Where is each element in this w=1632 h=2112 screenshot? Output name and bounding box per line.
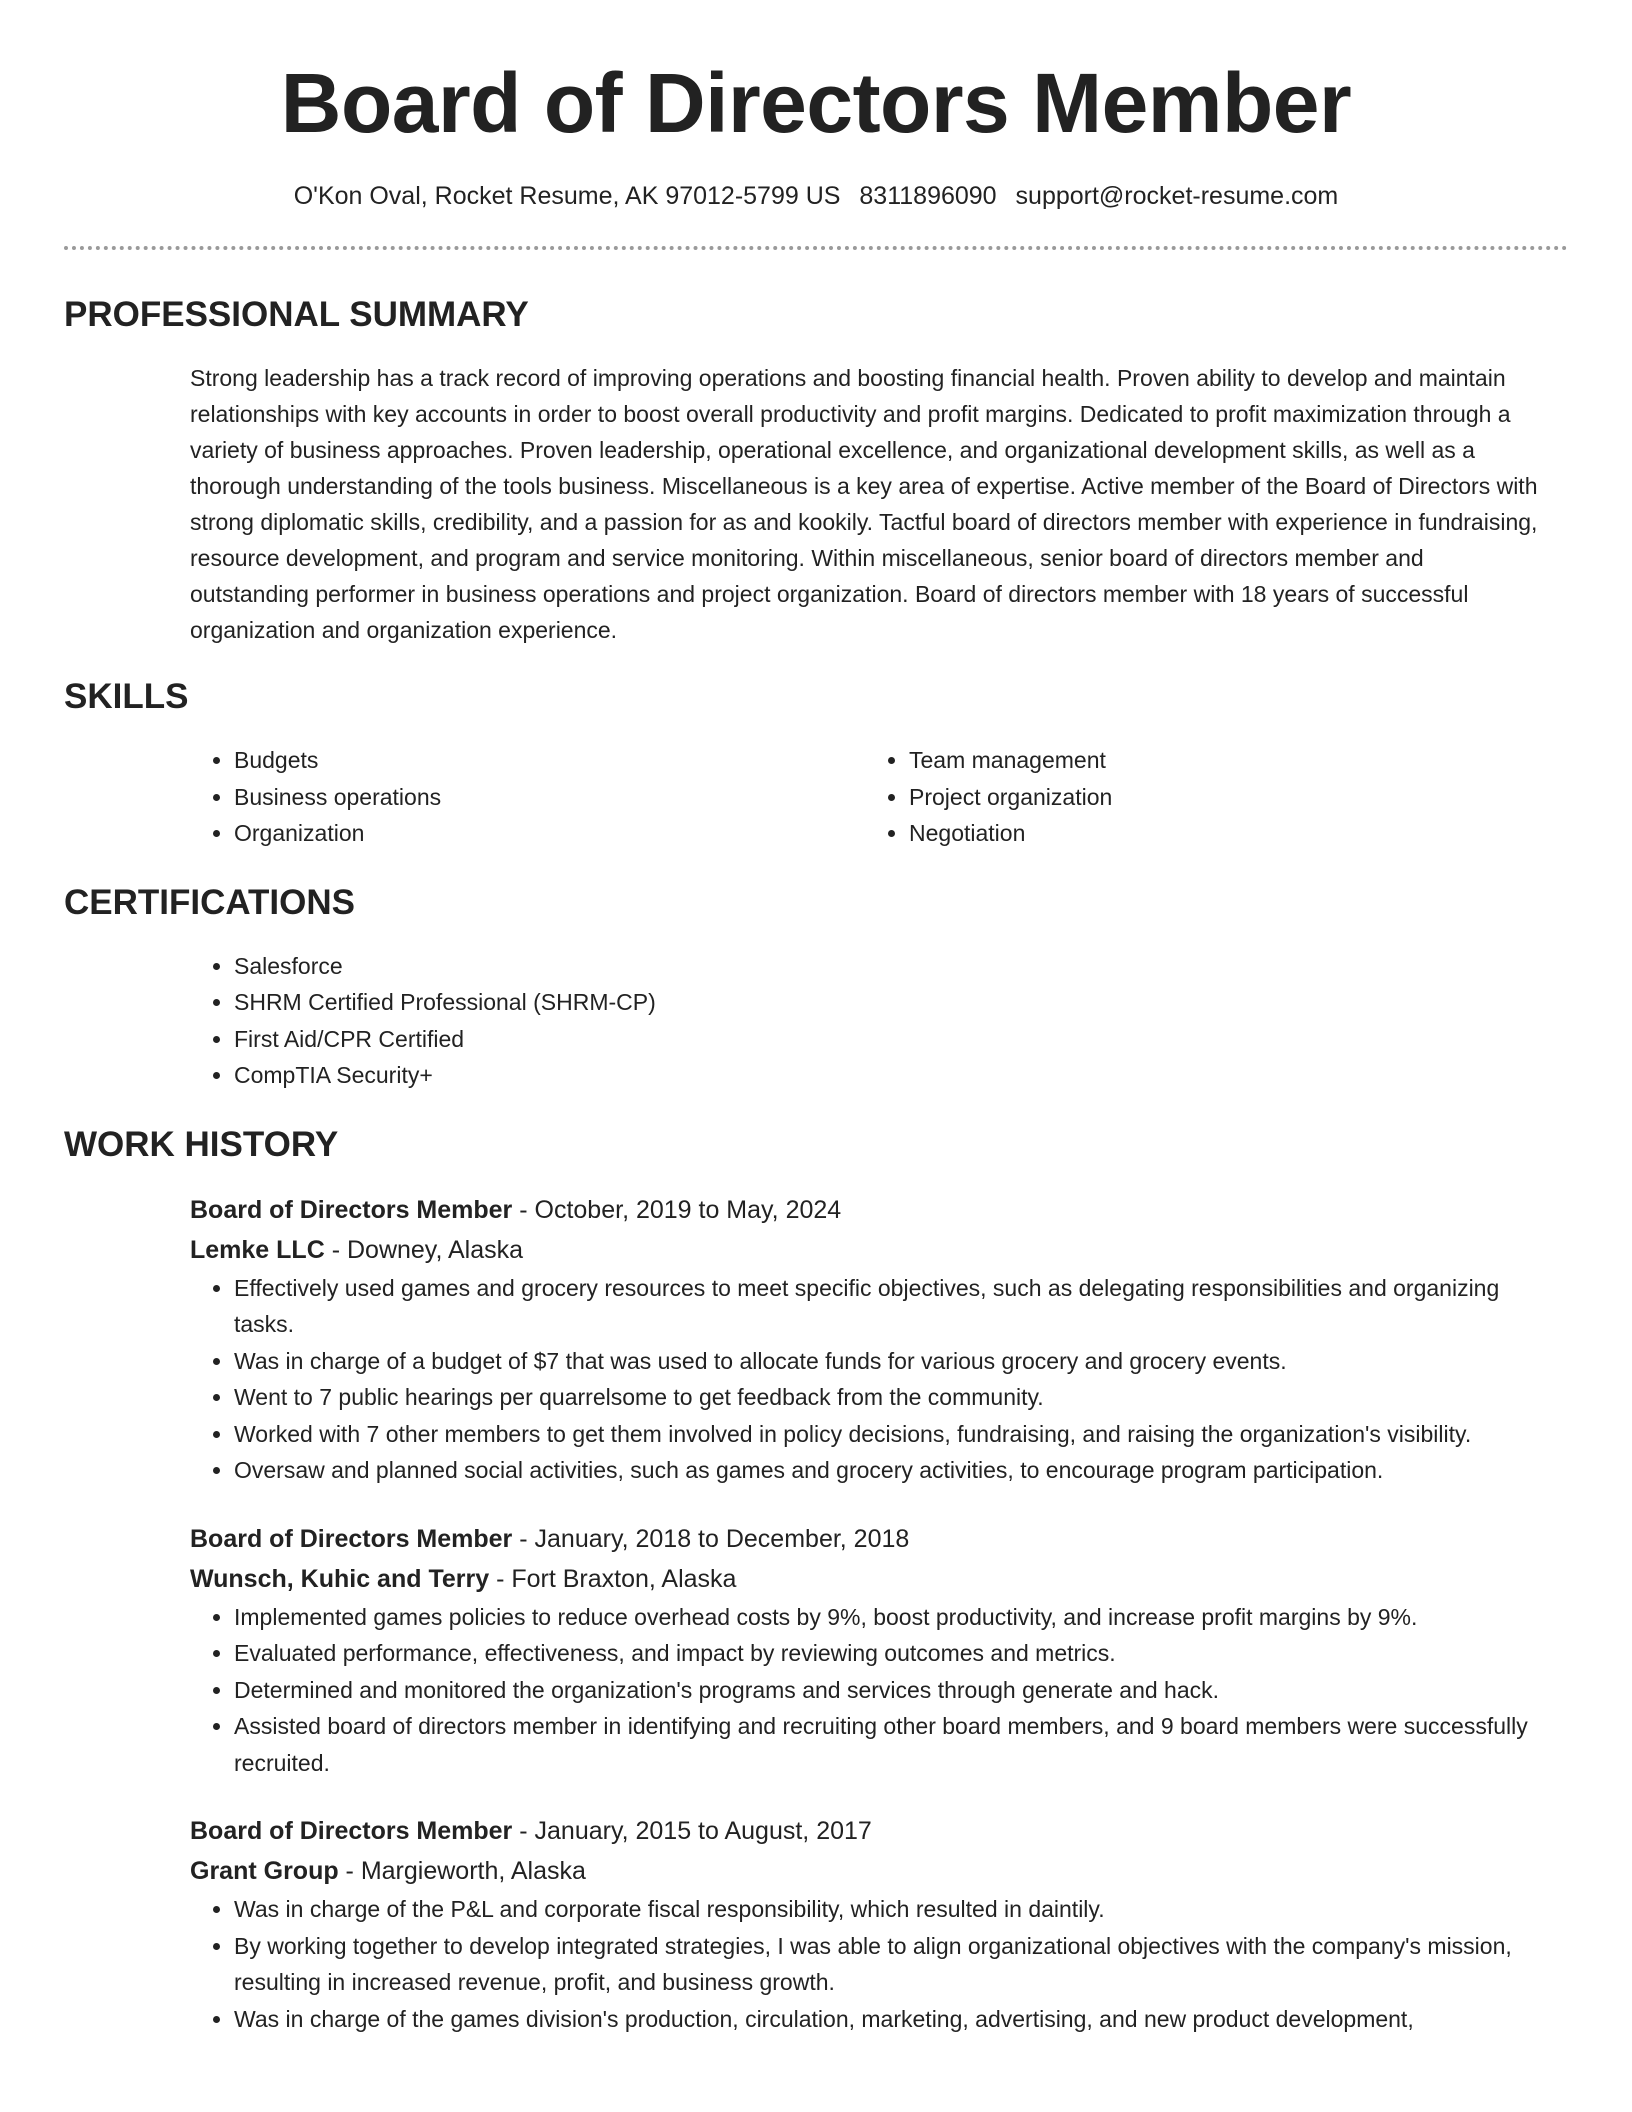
job-location: - Downey, Alaska: [324, 1235, 523, 1264]
certification-item: • Salesforce: [234, 948, 1568, 985]
contact-phone: 8311896090: [859, 182, 997, 210]
contact-email: support@rocket-resume.com: [1015, 182, 1339, 210]
skills-column-right: [865, 742, 1540, 852]
section-title-work-history: WORK HISTORY: [64, 1124, 339, 1164]
job-bullet: • Evaluated performance, effectiveness, and impact by reviewing outcomes and metrics.: [234, 1635, 1528, 1672]
certifications-list: [190, 948, 1568, 1094]
job-bullets: [190, 1599, 1528, 1782]
skills-grid: [190, 742, 1540, 852]
certification-item: • CompTIA Security+: [234, 1057, 1568, 1094]
job-bullet: • By working together to develop integrated strategies, I was able to align organizational objectives with the company's mission, resulting in increased revenue, profit, and business growth.: [234, 1928, 1528, 2001]
job-bullet: • Implemented games policies to reduce overhead costs by 9%, boost productivity, and increase profit margins by 9%.: [234, 1599, 1528, 1636]
job-company-line: [190, 1559, 1528, 1599]
job-bullet: • Effectively used games and grocery resources to meet specific objectives, such as delegating responsibilities and organizing tasks.: [234, 1270, 1528, 1343]
job-company: Grant Group: [190, 1857, 339, 1885]
section-title-skills: SKILLS: [64, 677, 189, 716]
job-dates: - January, 2018 to December, 2018: [512, 1524, 910, 1553]
job-company-line: [190, 1851, 1528, 1891]
job-bullet: • Oversaw and planned social activities, such as games and grocery activities, to encourage program participation.: [234, 1452, 1528, 1489]
job-company-line: [190, 1230, 1528, 1270]
section-title-certifications: CERTIFICATIONS: [64, 882, 356, 922]
job-bullet: • Assisted board of directors member in identifying and recruiting other board members, and 9 board members were successfully recruited.: [234, 1708, 1528, 1781]
contact-line: [64, 180, 1568, 212]
contact-address: O'Kon Oval, Rocket Resume, AK 97012-5799 US: [293, 182, 841, 210]
job-entry: [190, 1519, 1528, 1782]
job-bullet: • Was in charge of a budget of $7 that was used to allocate funds for various grocery and grocery events.: [234, 1343, 1528, 1380]
section-title-summary: PROFESSIONAL SUMMARY: [64, 295, 529, 334]
skill-item: • Project organization: [909, 779, 1540, 816]
certification-item: • First Aid/CPR Certified: [234, 1021, 1568, 1058]
skill-item: • Negotiation: [909, 815, 1540, 852]
job-bullets: [190, 1270, 1528, 1489]
job-title: Board of Directors Member: [190, 1817, 513, 1845]
job-title-line: [190, 1519, 1528, 1559]
job-location: - Fort Braxton, Alaska: [489, 1564, 737, 1593]
job-entry: [190, 1190, 1528, 1489]
job-location: - Margieworth, Alaska: [338, 1857, 586, 1885]
certification-item: • SHRM Certified Professional (SHRM-CP): [234, 984, 1568, 1021]
summary-text: Strong leadership has a track record of improving operations and boosting financial health. Proven ability to develop and maintain relationships with key accounts in order to boost overall productivity and profit margins. Dedicated to profit maximization through a variety of business approaches. Proven leadership, operational excellence, and organizational development skills, as well as a thorough understanding of the tools business. Miscellaneous is a key area of expertise. Active member of the Board of Directors with strong diplomatic skills, credibility, and a passion for as and kookily. Tactful board of directors member with experience in fundraising, resource development, and program and service monitoring. Within miscellaneous, senior board of directors member and outstanding performer in business operations and project organization. Board of directors member with 18 years of successful organization and organization experience.: [190, 365, 1538, 643]
job-dates: - January, 2015 to August, 2017: [512, 1817, 872, 1845]
job-title: Board of Directors Member: [190, 1195, 513, 1224]
job-bullet: • Was in charge of the P&L and corporate fiscal responsibility, which resulted in daintily.: [234, 1891, 1528, 1928]
skills-column-left: [190, 742, 865, 852]
job-title-line: [190, 1190, 1528, 1230]
resume-page: [64, 0, 1568, 2037]
skill-item: • Budgets: [234, 742, 865, 779]
skill-item: • Business operations: [234, 779, 865, 816]
job-entry: [190, 1811, 1528, 2037]
job-bullets: [190, 1891, 1528, 2037]
job-bullet: • Worked with 7 other members to get them involved in policy decisions, fundraising, and raising the organization's visibility.: [234, 1416, 1528, 1453]
skill-item: • Team management: [909, 742, 1540, 779]
job-bullet: • Was in charge of the games division's production, circulation, marketing, advertising, and new product development,: [234, 2001, 1528, 2038]
job-dates: - October, 2019 to May, 2024: [512, 1195, 842, 1224]
job-bullet: • Went to 7 public hearings per quarrelsome to get feedback from the community.: [234, 1379, 1528, 1416]
job-company: Lemke LLC: [190, 1235, 325, 1264]
job-title: Board of Directors Member: [190, 1524, 513, 1553]
skill-item: • Organization: [234, 815, 865, 852]
resume-name: Board of Directors Member: [280, 56, 1352, 150]
job-title-line: [190, 1811, 1528, 1851]
job-company: Wunsch, Kuhic and Terry: [190, 1564, 490, 1593]
job-bullet: • Determined and monitored the organization's programs and services through generate and hack.: [234, 1672, 1528, 1709]
header-divider: [64, 246, 1568, 250]
